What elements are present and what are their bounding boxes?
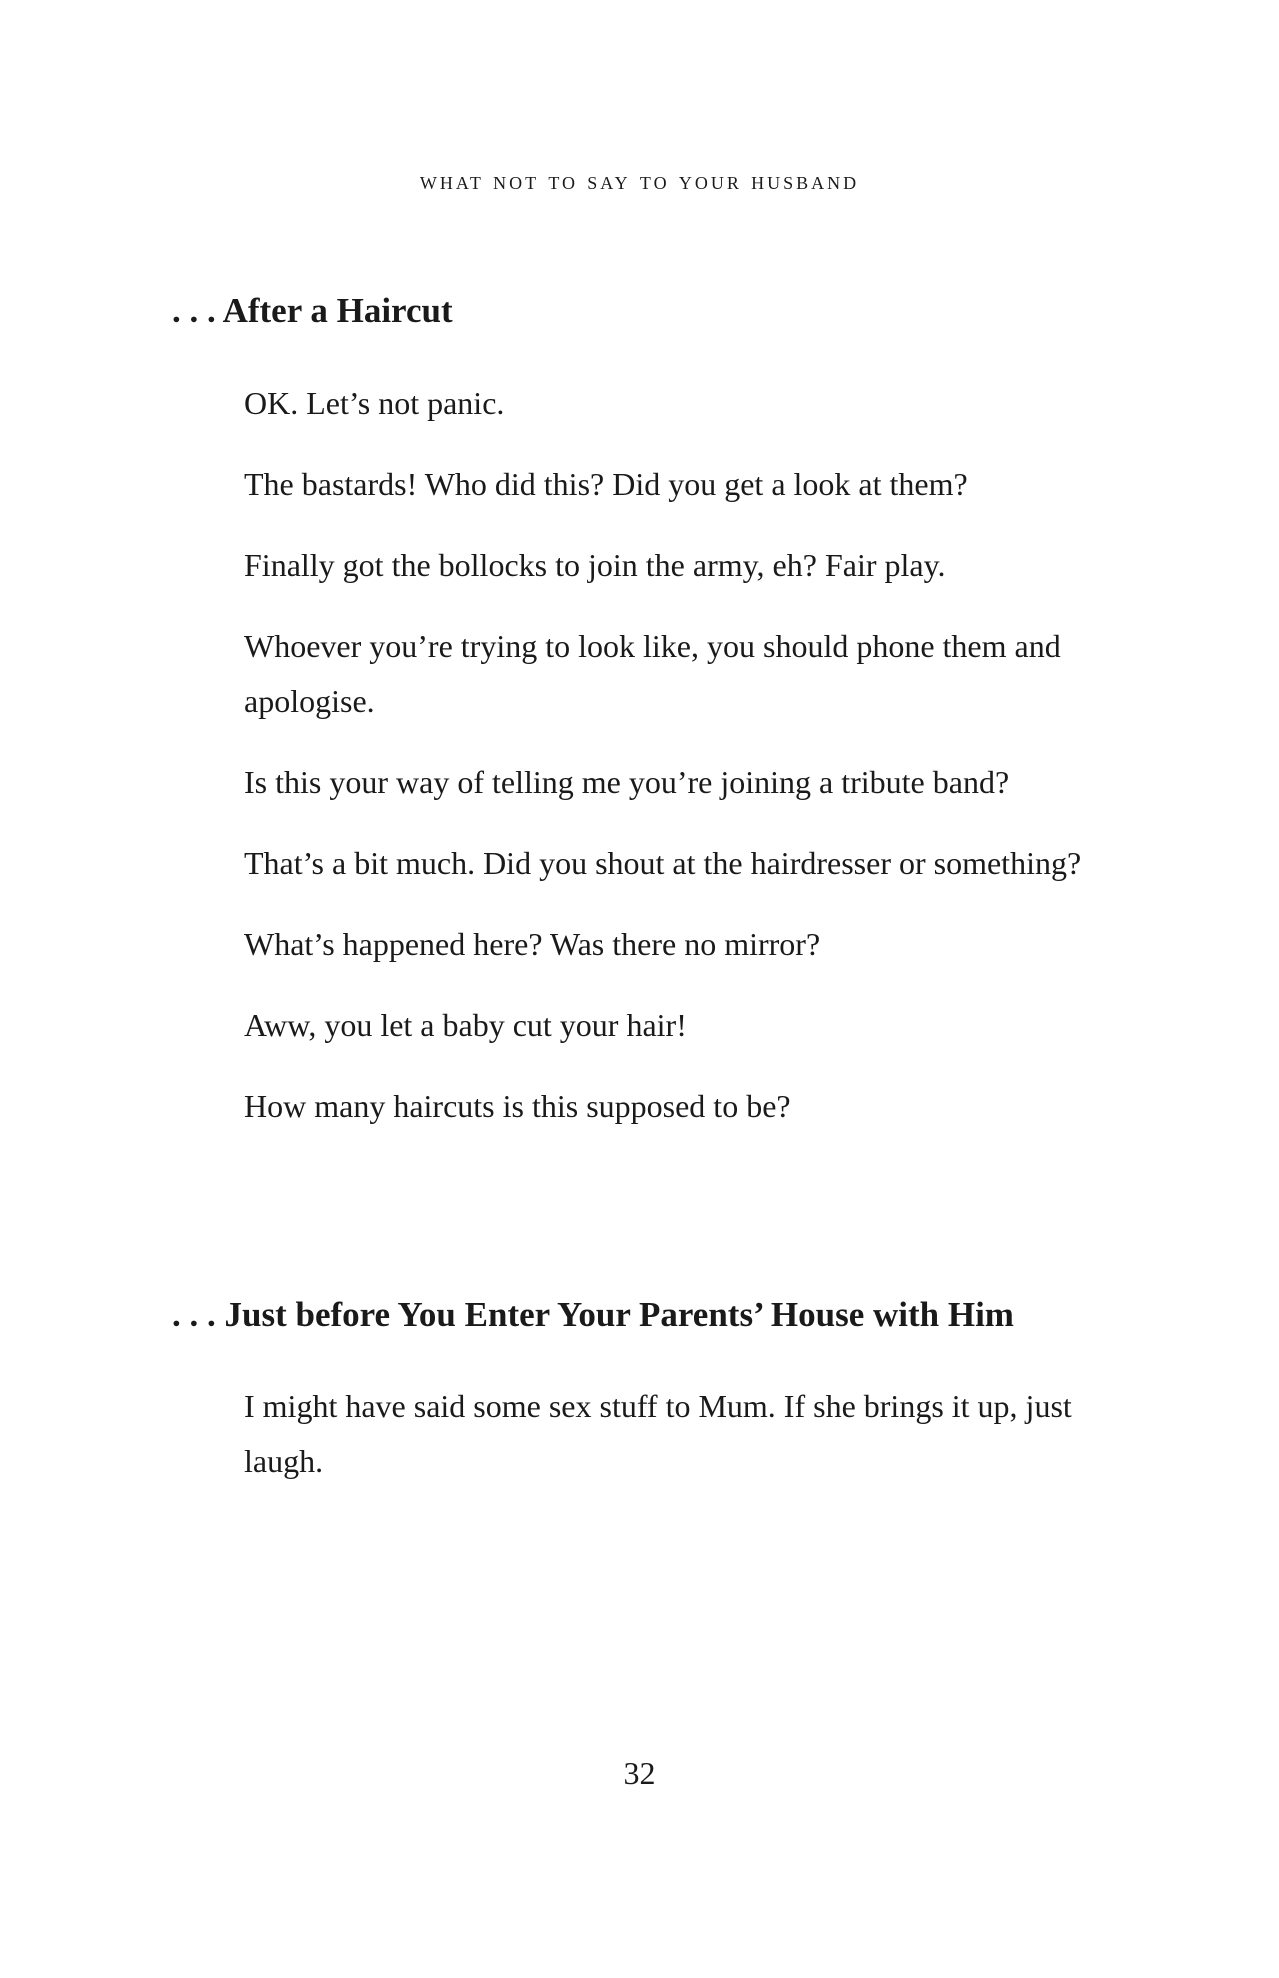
section-heading-before-parents-house: . . . Just before You Enter Your Parents’ House with Him bbox=[172, 1295, 1014, 1334]
section-heading-after-a-haircut: . . . After a Haircut bbox=[172, 291, 453, 330]
phrase: Aww, you let a baby cut your hair! bbox=[244, 1007, 687, 1043]
phrase: I might have said some sex stuff to Mum. If she brings it up, just laugh. bbox=[244, 1388, 1072, 1479]
phrase: That’s a bit much. Did you shout at the hairdresser or something? bbox=[244, 845, 1082, 881]
running-head: what not to say to your husband bbox=[419, 168, 860, 195]
phrase: Finally got the bollocks to join the army, eh? Fair play. bbox=[244, 547, 946, 583]
phrase: How many haircuts is this supposed to be? bbox=[244, 1088, 791, 1124]
phrase: Whoever you’re trying to look like, you should phone them and apologise. bbox=[244, 628, 1061, 719]
phrase: Is this your way of telling me you’re joining a tribute band? bbox=[244, 764, 1010, 800]
phrase: The bastards! Who did this? Did you get a look at them? bbox=[244, 466, 968, 502]
phrase-list-after-a-haircut bbox=[244, 376, 1114, 1160]
phrase-list-before-parents-house bbox=[244, 1379, 1114, 1515]
phrase: What’s happened here? Was there no mirror? bbox=[244, 926, 821, 962]
page-number: 32 bbox=[623, 1755, 656, 1791]
phrase: OK. Let’s not panic. bbox=[244, 385, 505, 421]
